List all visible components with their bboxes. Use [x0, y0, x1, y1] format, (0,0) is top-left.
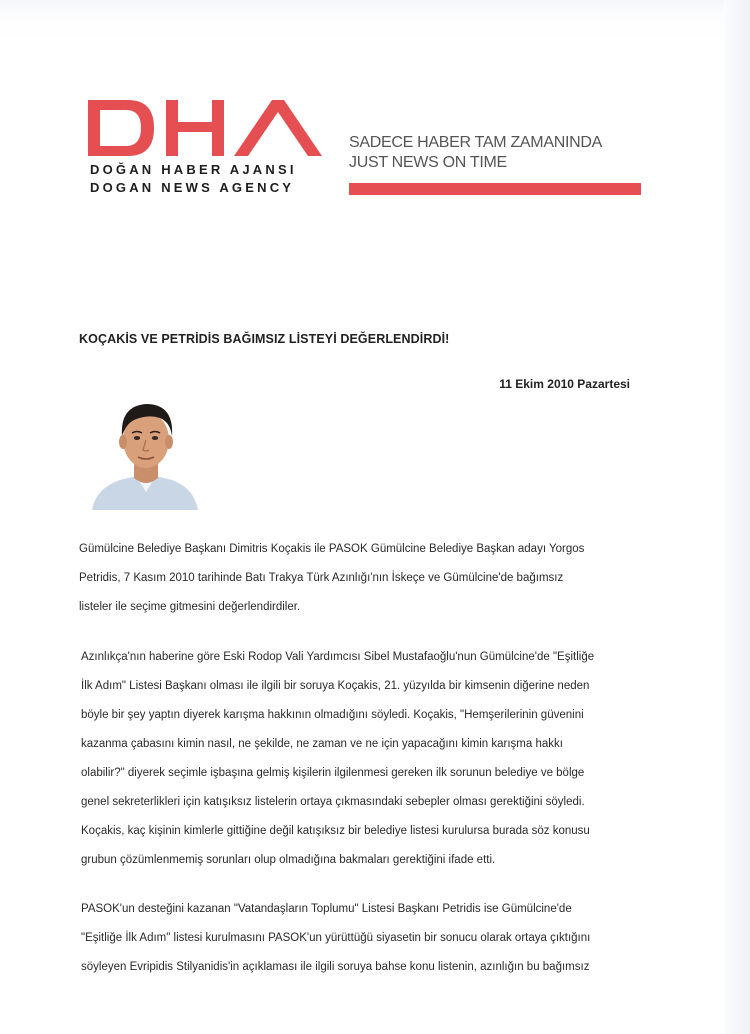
- paragraph-line: olabilir?" diyerek seçimle işbaşına gelmiş kişilerin ilgilenmesi gereken ilk sorunun belediye ve bölge: [81, 767, 585, 779]
- paragraph-line: "Eşitliğe İlk Adım" listesi kurulmasını PASOK'un yürüttüğü siyasetin bir sonucu olarak ortaya çıktığını: [81, 932, 591, 944]
- paragraph-line: Petridis, 7 Kasım 2010 tarihinde Batı Trakya Türk Azınlığı'nın İskeçe ve Gümülcine'de bağımsız: [79, 572, 564, 584]
- article-paragraph: [79, 535, 659, 622]
- article-headline: KOÇAKİS VE PETRİDİS BAĞIMSIZ LİSTEYİ DEĞERLENDİRDİ!: [79, 332, 450, 346]
- paragraph-line: PASOK'un desteğini kazanan "Vatandaşların Toplumu" Listesi Başkanı Petridis ise Gümülcine'de: [81, 903, 572, 915]
- paragraph-line: böyle bir şey yaptın diyerek karışma hakkının olmadığını söyledi. Koçakis, "Hemşerilerinin güvenini: [81, 709, 584, 721]
- page-edge-shadow: [724, 0, 750, 1034]
- slogan-turkish: SADECE HABER TAM ZAMANINDA: [349, 134, 602, 151]
- slogan-block: [349, 133, 641, 195]
- article-date: 11 Ekim 2010 Pazartesi: [499, 377, 630, 391]
- dha-logo: [84, 96, 324, 206]
- agency-name-turkish: DOĞAN HABER AJANSI: [90, 162, 297, 177]
- agency-name-english: DOGAN NEWS AGENCY: [90, 180, 295, 195]
- paragraph-line: kazanma çabasını kimin nasıl, ne şekilde, ne zaman ve ne için yapacağını kimin karışma hakkı: [81, 738, 563, 750]
- dha-logo-mark: [84, 96, 324, 160]
- paragraph-line: listeler ile seçime gitmesini değerlendirdiler.: [79, 601, 301, 613]
- paragraph-line: İlk Adım" Listesi Başkanı olması ile ilgili bir soruya Koçakis, 21. yüzyılda bir kimsenin diğerine neden: [81, 680, 590, 692]
- paragraph-line: Gümülcine Belediye Başkanı Dimitris Koçakis ile PASOK Gümülcine Belediye Başkan adayı Yorgos: [79, 543, 585, 555]
- paragraph-line: Koçakis, kaç kişinin kimlerle gittiğine değil katışıksız bir belediye listesi kurulursa burada söz konusu: [81, 825, 590, 837]
- article-paragraph: [81, 643, 661, 875]
- paragraph-line: grubun çözümlenmemiş sorunları olup olmadığına bakmaları gerektiğini ifade etti.: [81, 854, 496, 866]
- paragraph-line: genel sekreterlikleri için katışıksız listelerin ortaya çıkmasındaki sebepler olması gerektiğini söyledi.: [81, 796, 585, 808]
- paragraph-line: Azınlıkça'nın haberine göre Eski Rodop Vali Yardımcısı Sibel Mustafaoğlu'nun Gümülcine'de "Eşitliğe: [81, 651, 595, 663]
- paragraph-line: söyleyen Evripidis Stilyanidis'in açıklaması ile ilgili soruya bahse konu listenin, azınlığın bu bağımsız: [81, 961, 590, 973]
- article-paragraph: [81, 895, 661, 982]
- slogan-red-bar: [349, 183, 641, 195]
- slogan-english: JUST NEWS ON TIME: [349, 154, 507, 171]
- portrait-photo: [90, 396, 200, 510]
